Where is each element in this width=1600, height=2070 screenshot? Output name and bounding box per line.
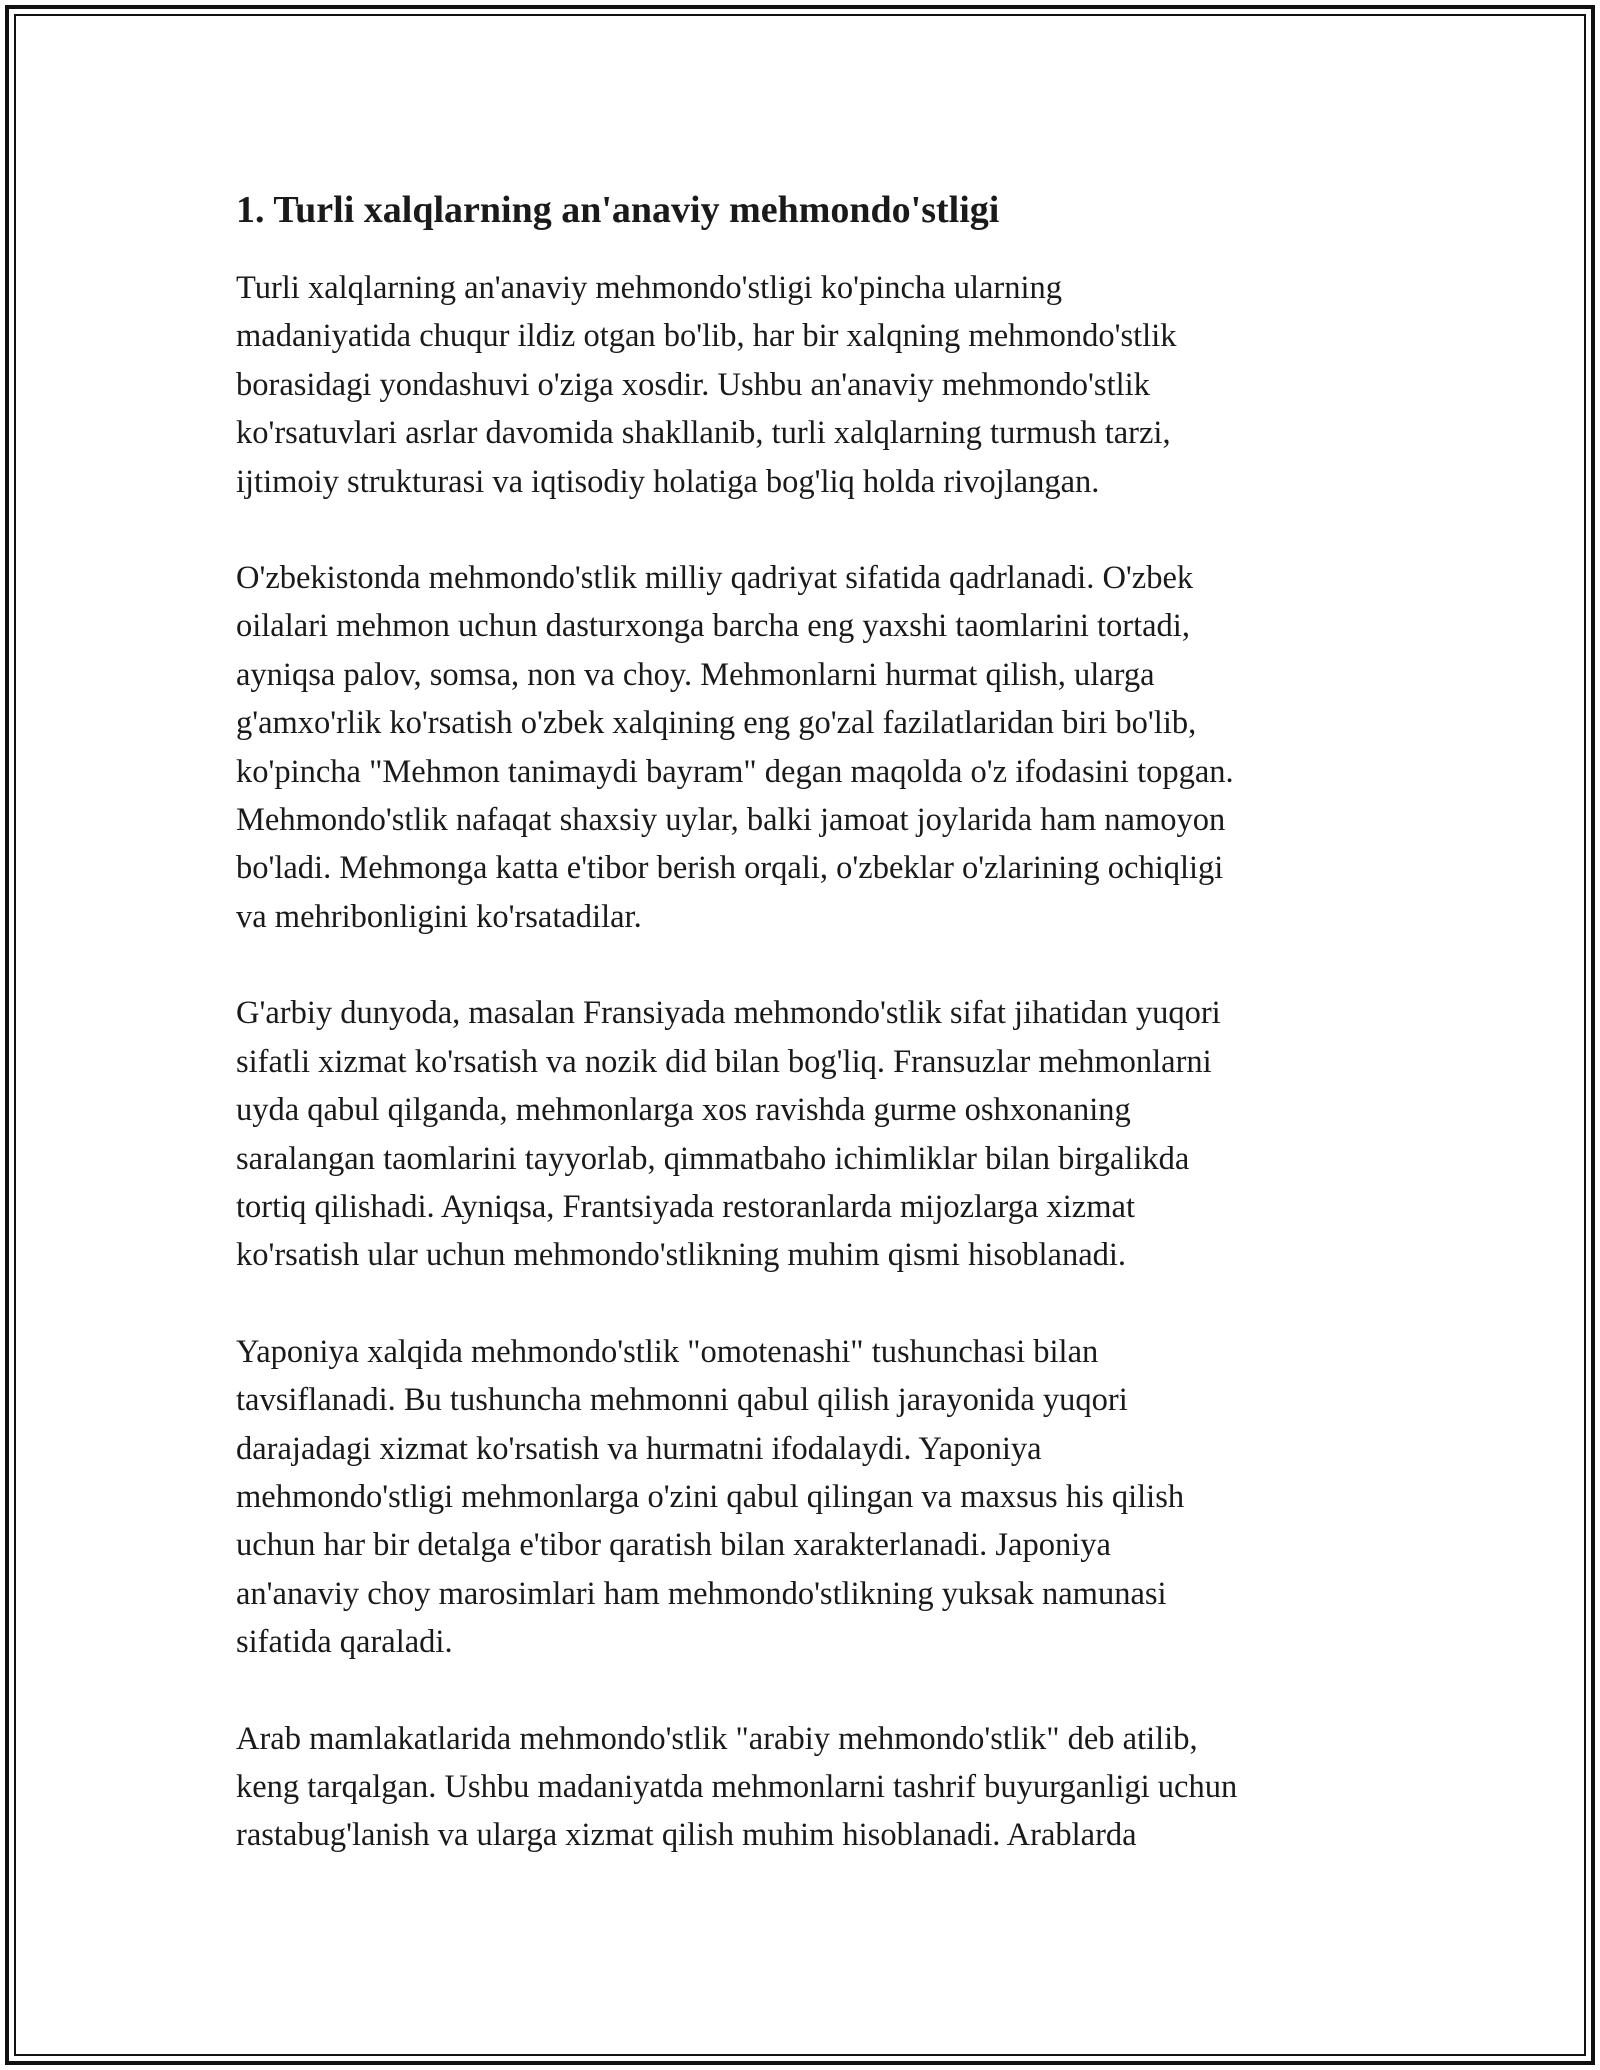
text-line: saralangan taomlarini tayyorlab, qimmatbaho ichimliklar bilan birgalikda bbox=[236, 1140, 1190, 1177]
paragraph-intro bbox=[236, 264, 1382, 506]
text-line: bo'ladi. Mehmonga katta e'tibor berish orqali, o'zbeklar o'zlarining ochiqligi bbox=[236, 850, 1224, 887]
text-line: ko'rsatuvlari asrlar davomida shakllanib, turli xalqlarning turmush tarzi, bbox=[236, 415, 1171, 452]
text-line: rastabug'lanish va ularga xizmat qilish muhim hisoblanadi. Arablarda bbox=[236, 1817, 1137, 1854]
text-line: g'amxo'rlik ko'rsatish o'zbek xalqining eng go'zal fazilatlaridan biri bo'lib, bbox=[236, 705, 1197, 742]
document-body bbox=[236, 186, 1382, 1908]
text-line: Yaponiya xalqida mehmondo'stlik "omotenashi" tushunchasi bilan bbox=[236, 1333, 1099, 1370]
text-line: mehmondo'stligi mehmonlarga o'zini qabul qilingan va maxsus his qilish bbox=[236, 1478, 1185, 1515]
section-heading: 1. Turli xalqlarning an'anaviy mehmondo'stligi bbox=[236, 189, 1000, 231]
paragraph-france bbox=[236, 989, 1382, 1279]
text-line: ijtimoiy strukturasi va iqtisodiy holatiga bog'liq holda rivojlangan. bbox=[236, 463, 1100, 500]
text-line: Turli xalqlarning an'anaviy mehmondo'stligi ko'pincha ularning bbox=[236, 270, 1063, 306]
text-line: uyda qabul qilganda, mehmonlarga xos ravishda gurme oshxonaning bbox=[236, 1092, 1131, 1129]
text-line: uchun har bir detalga e'tibor qaratish bilan xarakterlanadi. Japoniya bbox=[236, 1527, 1111, 1564]
text-line: keng tarqalgan. Ushbu madaniyatda mehmonlarni tashrif buyurganligi uchun bbox=[236, 1768, 1238, 1805]
text-line: oilalari mehmon uchun dasturxonga barcha eng yaxshi taomlarini tortadi, bbox=[236, 608, 1190, 645]
text-line: ko'pincha "Mehmon tanimaydi bayram" degan maqolda o'z ifodasini topgan. bbox=[236, 753, 1234, 790]
text-line: an'anaviy choy marosimlari ham mehmondo'stlikning yuksak namunasi bbox=[236, 1575, 1167, 1612]
text-line: Mehmondo'stlik nafaqat shaxsiy uylar, balki jamoat joylarida ham namoyon bbox=[236, 802, 1226, 839]
text-line: O'zbekistonda mehmondo'stlik milliy qadriyat sifatida qadrlanadi. O'zbek bbox=[236, 560, 1194, 597]
text-line: darajadagi xizmat ko'rsatish va hurmatni ifodalaydi. Yaponiya bbox=[236, 1430, 1042, 1467]
text-line: Arab mamlakatlarida mehmondo'stlik "arabiy mehmondo'stlik" deb atilib, bbox=[236, 1720, 1198, 1757]
paragraph-japan bbox=[236, 1328, 1382, 1667]
paragraph-arab bbox=[236, 1715, 1382, 1860]
text-line: G'arbiy dunyoda, masalan Fransiyada mehmondo'stlik sifat jihatidan yuqori bbox=[236, 995, 1221, 1032]
text-line: tavsiflanadi. Bu tushuncha mehmonni qabul qilish jarayonida yuqori bbox=[236, 1382, 1128, 1419]
text-line: ayniqsa palov, somsa, non va choy. Mehmonlarni hurmat qilish, ularga bbox=[236, 656, 1155, 693]
text-line: sifatida qaraladi. bbox=[236, 1624, 453, 1661]
text-line: sifatli xizmat ko'rsatish va nozik did bilan bog'liq. Fransuzlar mehmonlarni bbox=[236, 1043, 1212, 1080]
text-line: tortiq qilishadi. Ayniqsa, Frantsiyada restoranlarda mijozlarga xizmat bbox=[236, 1188, 1135, 1225]
text-line: borasidagi yondashuvi o'ziga xosdir. Ushbu an'anaviy mehmondo'stlik bbox=[236, 366, 1150, 403]
text-line: ko'rsatish ular uchun mehmondo'stlikning muhim qismi hisoblanadi. bbox=[236, 1237, 1127, 1274]
text-line: madaniyatida chuqur ildiz otgan bo'lib, har bir xalqning mehmondo'stlik bbox=[236, 318, 1177, 355]
text-line: va mehribonligini ko'rsatadilar. bbox=[236, 898, 642, 935]
paragraph-uzbekistan bbox=[236, 554, 1382, 941]
